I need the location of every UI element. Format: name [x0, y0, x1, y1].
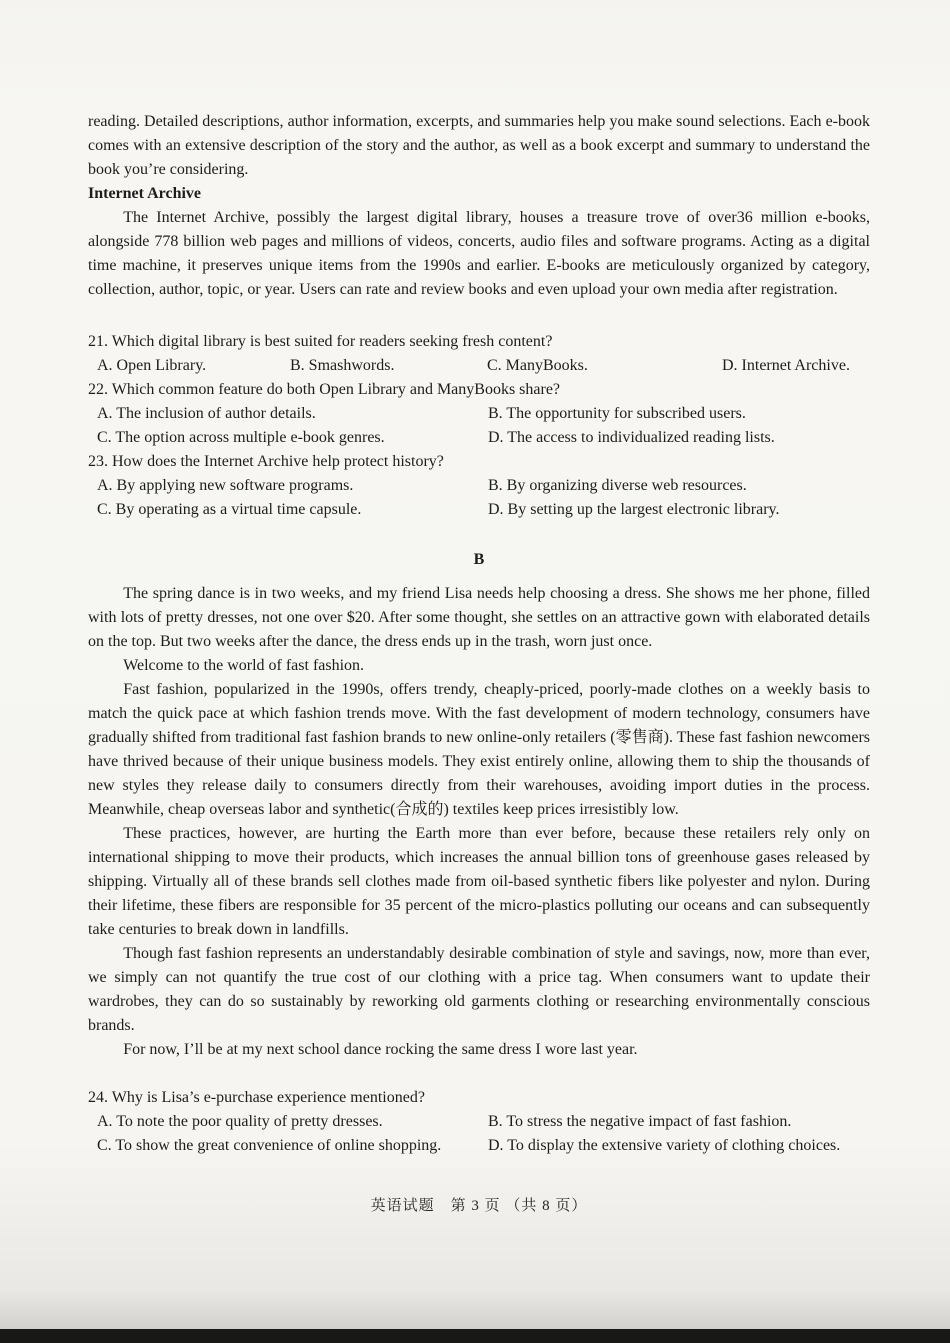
question-21-options [88, 354, 870, 378]
question-23-stem: 23. How does the Internet Archive help protect history? [88, 453, 444, 470]
passage-b-paragraph-2: Welcome to the world of fast fashion. [123, 657, 365, 674]
question-23-options-row-2 [88, 498, 870, 522]
passage-a-continuation: reading. Detailed descriptions, author information, excerpts, and summaries help you make sound selections. Each e-book comes with an extensive description of the story and the author, as well as a book excerpt and summary to understand the book you’re considering. [88, 113, 870, 178]
question-23-options-row-1 [88, 474, 870, 498]
option-b: B. The opportunity for subscribed users. [488, 405, 746, 422]
option-d: D. Internet Archive. [722, 357, 850, 374]
option-b: B. Smashwords. [290, 357, 395, 374]
question-24-stem: 24. Why is Lisa’s e-purchase experience mentioned? [88, 1089, 425, 1106]
section-b-label: B [473, 551, 485, 568]
passage-b-paragraph-5: Though fast fashion represents an understandably desirable combination of style and savings, now, more than ever, we simply can not quantify the true cost of our clothing with a price tag. When consumers want to update their wardrobes, they can do so sustainably by reworking old garments clothing or researching environmentally conscious brands. [88, 945, 870, 1034]
option-c: C. ManyBooks. [487, 357, 588, 374]
question-24-options-row-2 [88, 1134, 870, 1158]
option-a: A. The inclusion of author details. [97, 405, 316, 422]
questions-passage-a [88, 330, 870, 522]
passage-b-paragraph-4: These practices, however, are hurting the Earth more than ever before, because these retailers rely only on international shipping to move their products, which increases the annual billion tons of greenhouse gases released by shipping. Virtually all of these brands sell clothes made from oil-based synthetic fibers like polyester and nylon. During their lifetime, these fibers are responsible for 35 percent of the micro-plastics polluting our oceans and can subsequently take centuries to break down in landfills. [88, 825, 870, 938]
question-22 [88, 378, 870, 450]
question-24-options-row-1 [88, 1110, 870, 1134]
question-22-stem: 22. Which common feature do both Open Library and ManyBooks share? [88, 381, 561, 398]
option-d: D. By setting up the largest electronic library. [488, 501, 780, 518]
option-c: C. To show the great convenience of online shopping. [97, 1137, 442, 1154]
passage-b-paragraph-6: For now, I’ll be at my next school dance rocking the same dress I wore last year. [123, 1041, 638, 1058]
question-22-options-row-2 [88, 426, 870, 450]
option-a: A. By applying new software programs. [97, 477, 354, 494]
option-d: D. The access to individualized reading lists. [488, 429, 775, 446]
option-c: C. The option across multiple e-book genres. [97, 429, 385, 446]
question-21-stem: 21. Which digital library is best suited for readers seeking fresh content? [88, 333, 553, 350]
passage-b [88, 582, 870, 1062]
option-c: C. By operating as a virtual time capsule. [97, 501, 362, 518]
option-b: B. By organizing diverse web resources. [488, 477, 747, 494]
passage-b-paragraph-1: The spring dance is in two weeks, and my friend Lisa needs help choosing a dress. She shows me her phone, filled with lots of pretty dresses, not one over $20. After some thought, she settles on an attractive gown with elaborated details on the top. But two weeks after the dance, the dress ends up in the trash, worn just once. [88, 585, 870, 650]
question-22-options-row-1 [88, 402, 870, 426]
option-d: D. To display the extensive variety of clothing choices. [488, 1137, 841, 1154]
option-a: A. To note the poor quality of pretty dresses. [97, 1113, 383, 1130]
question-21 [88, 330, 870, 378]
scan-edge-bar [0, 1329, 950, 1343]
option-a: A. Open Library. [97, 357, 207, 374]
passage-b-paragraph-3: Fast fashion, popularized in the 1990s, offers trendy, cheaply-priced, poorly-made clothes on a weekly basis to match the quick pace at which fashion trends move. With the fast development of modern technology, consumers have gradually shifted from traditional fast fashion brands to new online-only retailers (零售商). These fast fashion newcomers have thrived because of their unique business models. They exist entirely online, allowing them to ship the thousands of new styles they release daily to consumers directly from their warehouses, avoiding import duties in the process. Meanwhile, cheap overseas labor and synthetic(合成的) textiles keep prices irresistibly low. [88, 681, 870, 818]
question-23 [88, 450, 870, 522]
option-b: B. To stress the negative impact of fast fashion. [488, 1113, 792, 1130]
passage-a-heading: Internet Archive [88, 185, 202, 202]
question-24 [88, 1086, 870, 1158]
page-footer: 英语试题 第 3 页 （共 8 页） [370, 1198, 588, 1214]
passage-a-body: The Internet Archive, possibly the largest digital library, houses a treasure trove of over36 million e-books, alongside 778 billion web pages and millions of videos, concerts, audio files and software programs. Acting as a digital time machine, it preserves unique items from the 1990s and earlier. E-books are meticulously organized by category, collection, author, topic, or year. Users can rate and review books and even upload your own media after registration. [88, 209, 870, 298]
